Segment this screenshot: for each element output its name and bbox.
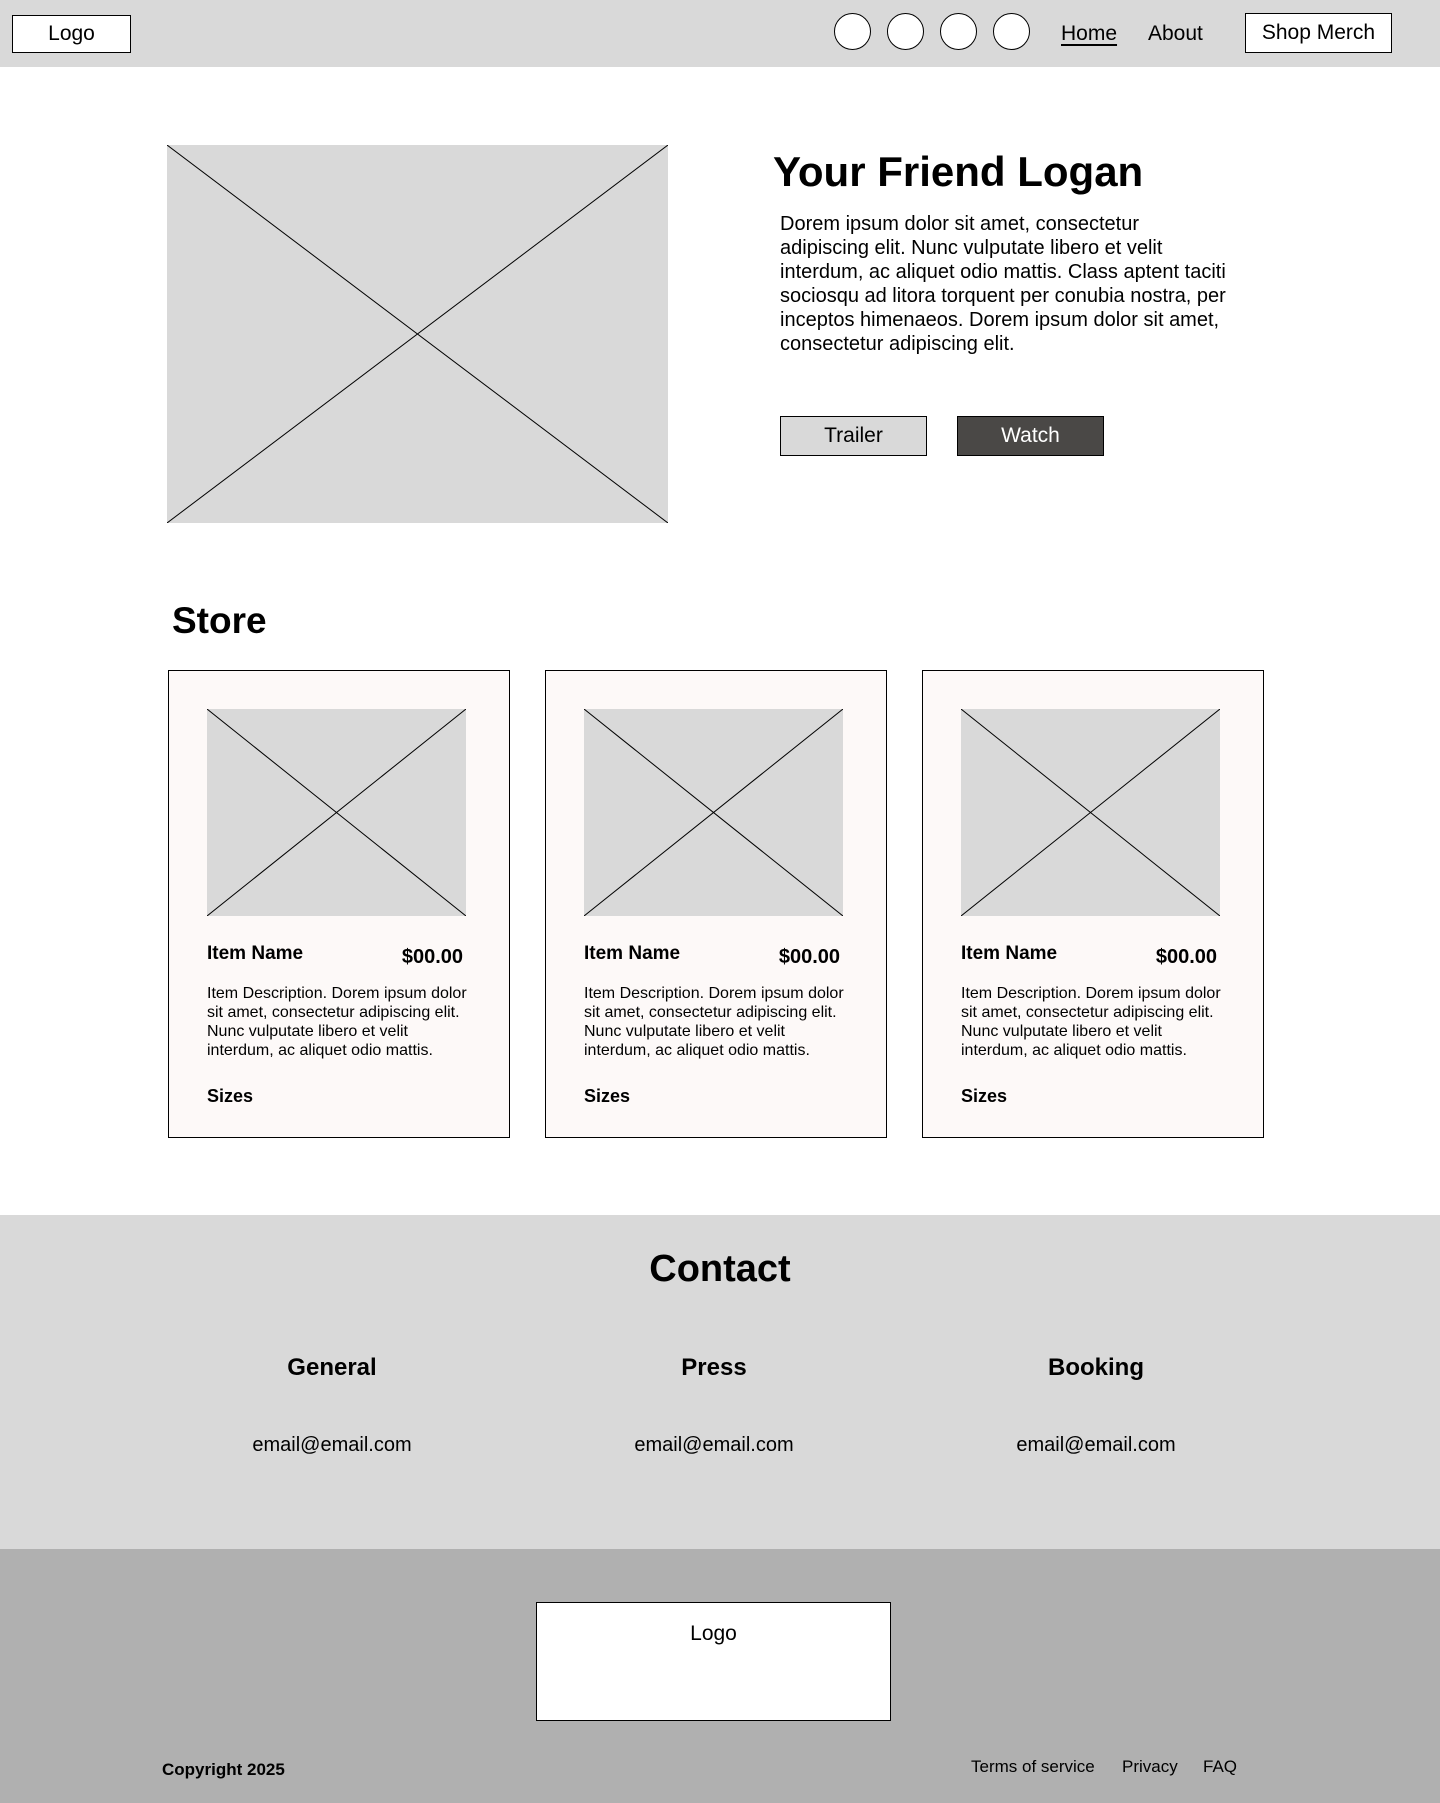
nav-about-link[interactable]: About (1148, 22, 1203, 45)
placeholder-cross-icon (207, 709, 466, 916)
contact-email-link[interactable]: email@email.com (1016, 1434, 1176, 1456)
placeholder-cross-icon (961, 709, 1220, 916)
footer-logo[interactable]: Logo (536, 1602, 891, 1721)
copyright-text: Copyright 2025 (162, 1760, 285, 1779)
item-description: Item Description. Dorem ipsum dolor sit amet, consectetur adipiscing elit. Nunc vulputate libero et velit interdum, ac aliquet odio mattis. (584, 985, 844, 1059)
contact-section (0, 1215, 1440, 1549)
hero-title: Your Friend Logan (773, 148, 1144, 195)
store-item-card[interactable] (545, 670, 887, 1138)
watch-button[interactable]: Watch (957, 416, 1104, 456)
social-icon-3[interactable] (940, 13, 977, 50)
contact-title: Contact (649, 1248, 791, 1290)
contact-heading: Booking (1048, 1354, 1144, 1381)
item-price: $00.00 (401, 946, 463, 968)
item-name: Item Name (207, 943, 304, 964)
item-price: $00.00 (1155, 946, 1217, 968)
contact-column-press (564, 1353, 864, 1458)
site-footer (0, 1549, 1440, 1803)
faq-link[interactable]: FAQ (1203, 1757, 1238, 1776)
social-icon-4[interactable] (993, 13, 1030, 50)
privacy-link[interactable]: Privacy (1122, 1757, 1178, 1776)
placeholder-cross-icon (584, 709, 843, 916)
placeholder-cross-icon (167, 145, 668, 523)
trailer-button[interactable]: Trailer (780, 416, 927, 456)
item-sizes[interactable]: Sizes (961, 1086, 1008, 1106)
header-logo[interactable]: Logo (12, 15, 131, 53)
terms-of-service-link[interactable]: Terms of service (971, 1757, 1095, 1776)
item-image-placeholder (207, 709, 466, 916)
item-image-placeholder (961, 709, 1220, 916)
item-image-placeholder (584, 709, 843, 916)
store-item-card[interactable] (922, 670, 1264, 1138)
contact-heading: General (287, 1354, 377, 1381)
item-name: Item Name (961, 943, 1058, 964)
item-description: Item Description. Dorem ipsum dolor sit amet, consectetur adipiscing elit. Nunc vulputate libero et velit interdum, ac aliquet odio mattis. (961, 985, 1221, 1059)
contact-email-link[interactable]: email@email.com (252, 1434, 412, 1456)
store-item-card[interactable] (168, 670, 510, 1138)
contact-column-booking (946, 1353, 1246, 1458)
contact-email-link[interactable]: email@email.com (634, 1434, 794, 1456)
nav-home-link[interactable]: Home (1061, 22, 1118, 45)
social-icon-2[interactable] (887, 13, 924, 50)
contact-heading: Press (681, 1354, 747, 1381)
social-icon-1[interactable] (834, 13, 871, 50)
item-sizes[interactable]: Sizes (584, 1086, 631, 1106)
hero-description: Dorem ipsum dolor sit amet, consectetur adipiscing elit. Nunc vulputate libero et velit interdum, ac aliquet odio mattis. Class aptent taciti sociosqu ad litora torquent per conubia nostra, per inceptos himenaeos. Dorem ipsum dolor sit amet, consectetur adipiscing elit. (780, 213, 1226, 355)
site-header (0, 0, 1440, 67)
item-price: $00.00 (778, 946, 840, 968)
hero-image-placeholder (167, 145, 668, 523)
shop-merch-button[interactable]: Shop Merch (1245, 13, 1392, 53)
item-name: Item Name (584, 943, 681, 964)
item-sizes[interactable]: Sizes (207, 1086, 254, 1106)
item-description: Item Description. Dorem ipsum dolor sit amet, consectetur adipiscing elit. Nunc vulputate libero et velit interdum, ac aliquet odio mattis. (207, 985, 467, 1059)
contact-column-general (182, 1353, 482, 1458)
store-title: Store (172, 600, 267, 641)
